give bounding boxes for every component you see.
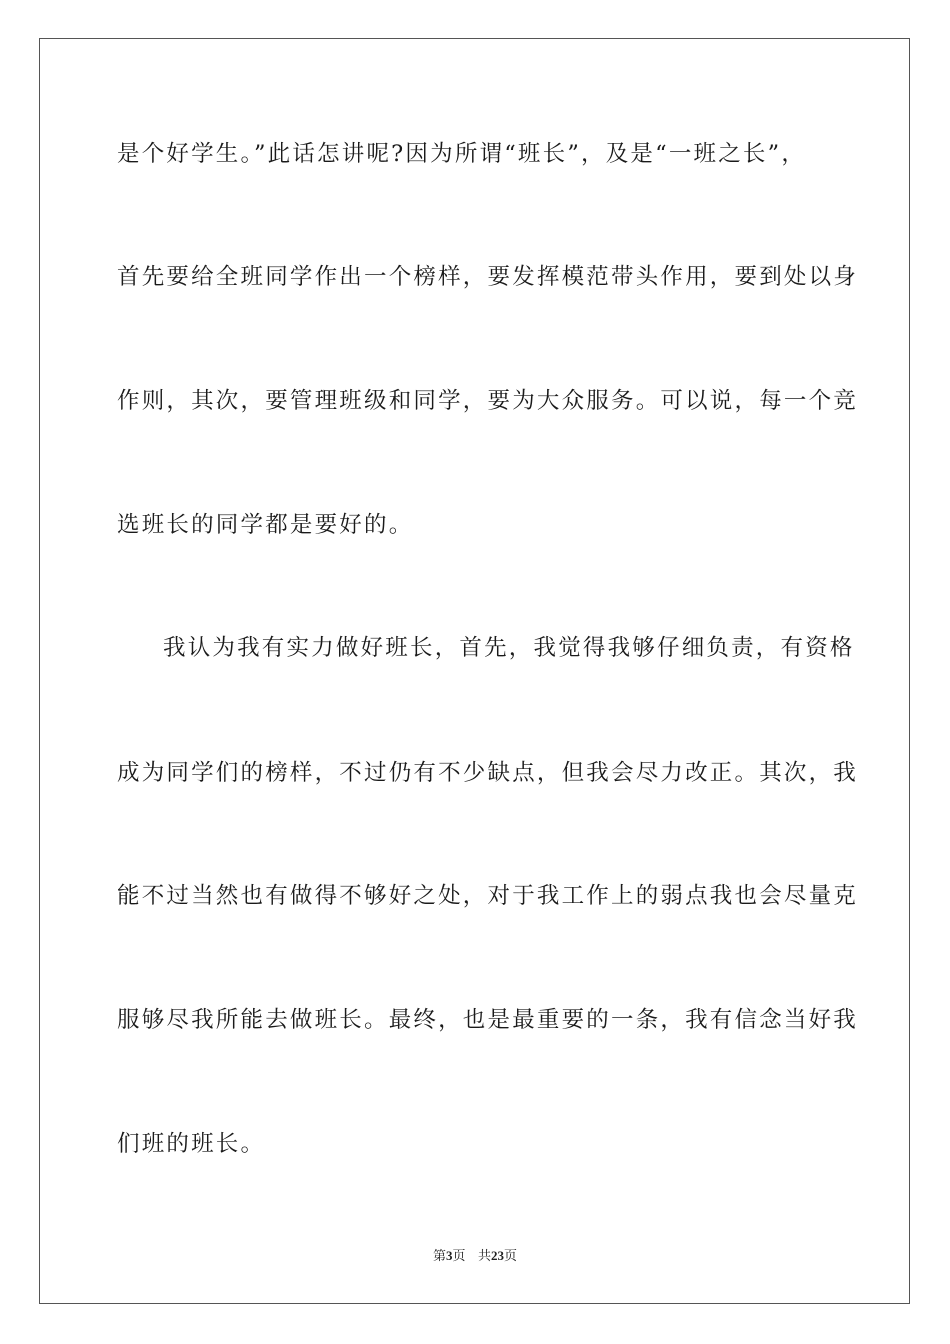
page-footer xyxy=(0,1247,950,1266)
body-text-line-1: 是个好学生。”此话怎讲呢?因为所谓“班长”，及是“一班之长”， xyxy=(117,141,807,167)
body-text-line-5: 我认为我有实力做好班长，首先，我觉得我够仔细负责，有资格 xyxy=(163,635,855,661)
page-prefix: 第 xyxy=(433,1249,447,1264)
page-suffix: 页 xyxy=(452,1249,466,1264)
body-text-line-2: 首先要给全班同学作出一个榜样，要发挥模范带头作用，要到处以身 xyxy=(117,264,859,290)
body-text-line-3: 作则，其次，要管理班级和同学，要为大众服务。可以说，每一个竞 xyxy=(117,388,859,414)
total-prefix: 共 xyxy=(477,1249,491,1264)
total-pages: 23 xyxy=(490,1248,504,1263)
page-number: 3 xyxy=(446,1248,453,1263)
body-text-line-6: 成为同学们的榜样，不过仍有不少缺点，但我会尽力改正。其次，我 xyxy=(117,760,859,786)
total-suffix: 页 xyxy=(503,1249,517,1264)
page-border xyxy=(39,38,910,1304)
body-text-line-8: 服够尽我所能去做班长。最终，也是最重要的一条，我有信念当好我 xyxy=(117,1007,859,1033)
body-text-line-9: 们班的班长。 xyxy=(117,1131,266,1157)
body-text-line-7: 能不过当然也有做得不够好之处，对于我工作上的弱点我也会尽量克 xyxy=(117,883,859,909)
body-text-line-4: 选班长的同学都是要好的。 xyxy=(117,512,414,538)
